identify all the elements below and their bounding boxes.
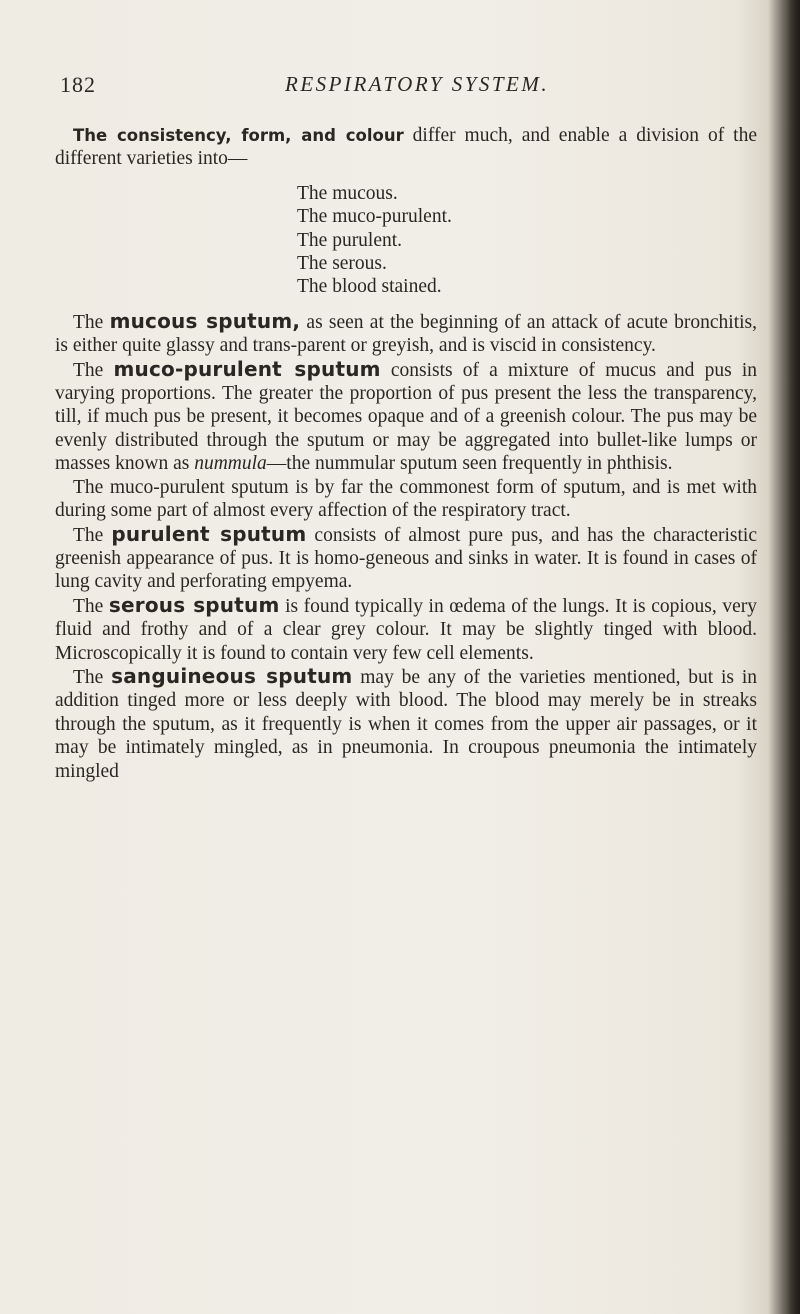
- paragraph-mucous: [55, 310, 757, 358]
- paragraph-serous-text: is found typically in œdema of the lungs. It is copious, very fluid and frothy and of a clear grey colour. It may be slightly tinged with blood. Microscopically it is found to contain very few cell elements.: [55, 595, 757, 664]
- term-muco-purulent-sputum: muco-purulent sputum: [113, 356, 381, 381]
- variety-item: The muco-purulent.: [297, 206, 452, 228]
- variety-item: The purulent.: [297, 229, 403, 251]
- paragraph-sanguineous-pre: The: [73, 666, 112, 688]
- paragraph-serous-pre: The: [73, 595, 109, 617]
- term-sanguineous-sputum: sanguineous sputum: [111, 663, 353, 688]
- page-header: [60, 72, 750, 104]
- paragraph-commonest: The muco-purulent sputum is by far the commonest form of sputum, and is met with during some part of almost every affection of the respiratory tract.: [55, 476, 757, 522]
- intro-rest: differ much, and enable a division of the different varieties into—: [55, 125, 757, 170]
- paragraph-muco-purulent-pre: The: [73, 359, 114, 381]
- intro-lead: The consistency, form, and colour: [73, 126, 404, 145]
- paragraph-purulent-pre: The: [73, 524, 112, 546]
- variety-item: The blood stained.: [297, 276, 442, 298]
- term-purulent-sputum: purulent sputum: [111, 521, 307, 546]
- term-serous-sputum: serous sputum: [108, 592, 280, 617]
- paragraph-mucous-pre: The: [73, 311, 110, 333]
- variety-item: The mucous.: [297, 182, 398, 204]
- text-body: [55, 124, 757, 783]
- page-edge-shadow: [786, 0, 800, 1314]
- paragraph-muco-purulent: [55, 358, 757, 476]
- varieties-list: [55, 182, 757, 299]
- paragraph-sanguineous: [55, 665, 757, 783]
- paragraph-muco-purulent-text-2: —the nummular sputum seen frequently in phthisis.: [266, 453, 673, 475]
- page-number: 182: [60, 72, 96, 97]
- paragraph-purulent: [55, 523, 757, 594]
- term-mucous-sputum: mucous sputum,: [109, 308, 301, 333]
- variety-item: The serous.: [297, 253, 387, 275]
- paragraph-purulent-text: consists of almost pure pus, and has the characteristic greenish appearance of pus. It is homo-geneous and sinks in water. It is found in cases of lung cavity and perforating empyema.: [55, 524, 757, 593]
- running-head: RESPIRATORY SYSTEM.: [285, 72, 550, 96]
- paragraph-sanguineous-text: may be any of the varieties mentioned, but is in addition tinged more or less deeply with blood. The blood may merely be in streaks through the sputum, as it frequently is when it comes from the upper air passages, or it may be intimately mingled, as in pneumonia. In croupous pneumonia the intimately mingled: [55, 666, 757, 782]
- intro-paragraph: [55, 124, 757, 171]
- paragraph-muco-purulent-text-1: consists of a mixture of mucus and pus in varying proportions. The greater the proportion of pus present the less the transparency, till, if much pus be present, it becomes opaque and of a greenish colour. The pus may be evenly distributed through the sputum or may be aggregated into bullet-like lumps or masses known as: [55, 359, 757, 475]
- term-nummula: nummula: [194, 453, 267, 475]
- paragraph-mucous-text: as seen at the beginning of an attack of acute bronchitis, is either quite glassy and trans-parent or greyish, and is viscid in consistency.: [55, 311, 757, 357]
- paragraph-serous: [55, 594, 757, 665]
